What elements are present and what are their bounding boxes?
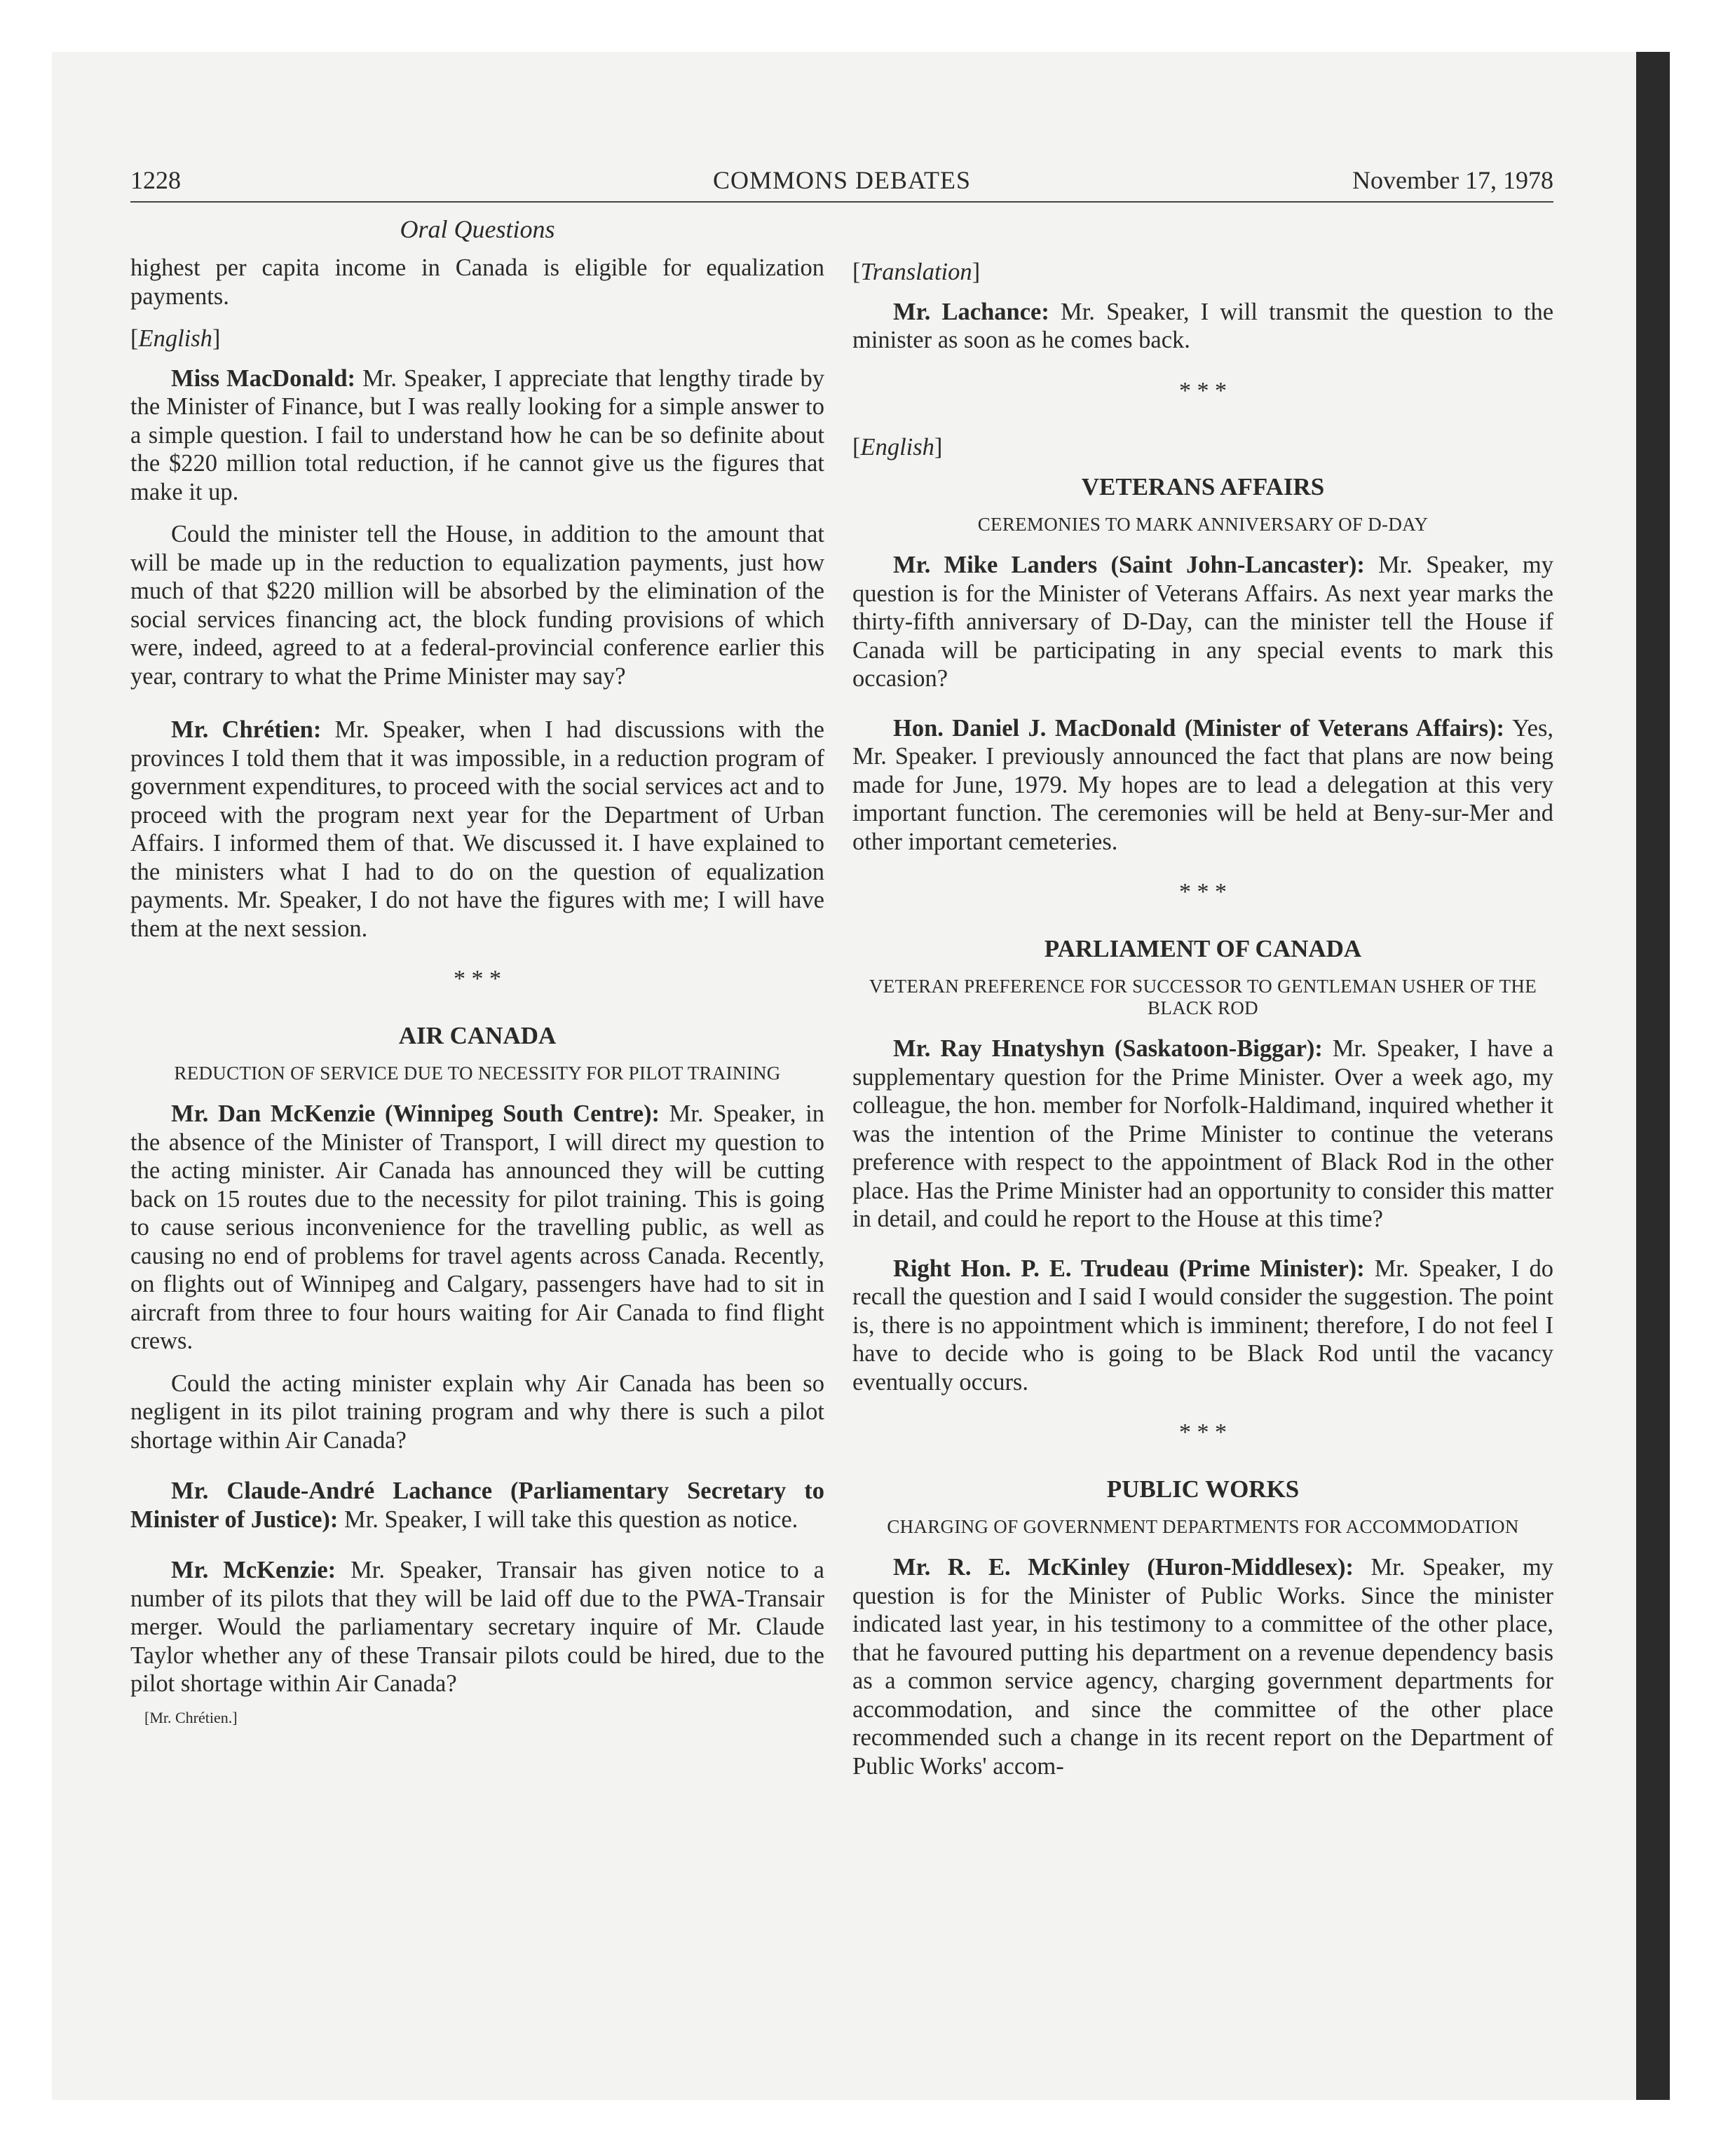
- header-rule: [130, 201, 1553, 203]
- section-heading: PARLIAMENT OF CANADA: [1044, 934, 1362, 962]
- paragraph: Mr. R. E. McKinley (Huron-Middlesex): Mr. Speaker, my question is for the Minister of Public Works. Since the minister indicated last year, in his testimony to a committee of the other place, that he favoured putting his department on a revenue dependency basis as a common service agency, charging government departments for accommodation, and since the committee of the other place recommended such a change in its recent report on the Department of Public Works' accom-: [852, 1554, 1553, 1780]
- paragraph: Mr. Claude-André Lachance (Parliamentary Secretary to Minister of Justice): Mr. Speaker, I will take this question as notice.: [130, 1478, 824, 1533]
- section-subheading: VETERAN PREFERENCE FOR SUCCESSOR TO GENTLEMAN USHER OF THE BLACK ROD: [869, 976, 1537, 1018]
- section-heading: VETERANS AFFAIRS: [1081, 472, 1325, 500]
- page-number: 1228: [130, 166, 181, 194]
- section-divider: * * *: [1179, 377, 1227, 404]
- paragraph: highest per capita income in Canada is eligible for equalization payments.: [130, 254, 824, 310]
- section-divider: * * *: [454, 966, 501, 992]
- speaker-name: Mr. Chrétien:: [171, 716, 322, 743]
- section-divider: * * *: [1179, 879, 1227, 905]
- speaker-name: Mr. Claude-André Lachance (Parliamentary Secretary to Minister of Justice):: [130, 1478, 824, 1533]
- paragraph: Hon. Daniel J. MacDonald (Minister of Veterans Affairs): Yes, Mr. Speaker. I previously announced the fact that plans are now being made for June, 1979. My hopes are to lead a delegation at this very important function. The ceremonies will be held at Beny-sur-Mer and other important cemeteries.: [852, 714, 1553, 855]
- section-label: Oral Questions: [400, 215, 555, 243]
- paragraph: Could the minister tell the House, in addition to the amount that will be made up in the reduction to equalization payments, just how much of that $220 million will be absorbed by the elimination of the social services financing act, the block funding provisions of which were, indeed, agreed to at a federal-provincial conference earlier this year, contrary to what the Prime Minister may say?: [130, 521, 824, 690]
- speaker-name: Mr. McKenzie:: [171, 1557, 336, 1583]
- speaker-name: Mr. Ray Hnatyshyn (Saskatoon-Biggar):: [893, 1035, 1323, 1062]
- speaker-name: Mr. Dan McKenzie (Winnipeg South Centre):: [171, 1100, 660, 1127]
- section-subheading: CHARGING OF GOVERNMENT DEPARTMENTS FOR ACCOMMODATION: [887, 1516, 1519, 1537]
- section-subheading: CEREMONIES TO MARK ANNIVERSARY OF D-DAY: [977, 514, 1429, 535]
- speaker-name: Mr. Lachance:: [893, 298, 1049, 325]
- speaker-name: Hon. Daniel J. MacDonald (Minister of Veterans Affairs):: [893, 714, 1505, 742]
- paragraph: Right Hon. P. E. Trudeau (Prime Minister): Mr. Speaker, I do recall the question and I said I would consider the suggestion. The point is, there is no appointment which is imminent; therefore, I do not feel I have to decide who is going to be Black Rod until the vacancy eventually occurs.: [852, 1255, 1554, 1396]
- paragraph: Mr. Mike Landers (Saint John-Lancaster): Mr. Speaker, my question is for the Minister of Veterans Affairs. As next year marks the thirty-fifth anniversary of D-Day, can the minister tell the House if Canada will be participating in any special events to mark this occasion?: [852, 552, 1553, 692]
- paragraph: Mr. McKenzie: Mr. Speaker, Transair has given notice to a number of its pilots that they will be laid off due to the PWA-Transair merger. Would the parliamentary secretary inquire of Mr. Claude Taylor whether any of these Transair pilots could be hired, due to the pilot shortage within Air Canada?: [130, 1557, 824, 1697]
- paragraph: Mr. Dan McKenzie (Winnipeg South Centre): Mr. Speaker, in the absence of the Minister of Transport, I will direct my question to the acting minister. Air Canada has announced they will be cutting back on 15 routes due to the necessity for pilot training. This is going to cause serious inconvenience for the travelling public, as well as causing no end of problems for travel agents across Canada. Recently, on flights out of Winnipeg and Calgary, passengers have had to sit in aircraft from three to four hours waiting for Air Canada to find flight crews.: [130, 1100, 824, 1354]
- speaker-name: Right Hon. P. E. Trudeau (Prime Minister):: [893, 1255, 1365, 1282]
- running-head: [130, 165, 1553, 203]
- paragraph: Could the acting minister explain why Air Canada has been so negligent in its pilot training program and why there is such a pilot shortage within Air Canada?: [130, 1370, 824, 1454]
- paragraph: Miss MacDonald: Mr. Speaker, I appreciate that lengthy tirade by the Minister of Finance, but I was really looking for a simple answer to a simple question. I fail to understand how he can be so definite about the $220 million total reduction, if he cannot give us the figures that make it up.: [130, 364, 824, 505]
- speaker-name: Miss MacDonald:: [171, 364, 356, 392]
- page-date: November 17, 1978: [1352, 166, 1553, 194]
- section-divider: * * *: [1179, 1419, 1227, 1445]
- paragraph: Mr. Lachance: Mr. Speaker, I will transmit the question to the minister as soon as he comes back.: [852, 298, 1554, 353]
- publication-title: COMMONS DEBATES: [712, 166, 972, 194]
- section-subheading: REDUCTION OF SERVICE DUE TO NECESSITY FOR PILOT TRAINING: [174, 1063, 781, 1084]
- footnote: [Mr. Chrétien.]: [144, 1708, 238, 1726]
- right-column: [852, 254, 1553, 1794]
- paragraph: Mr. Chrétien: Mr. Speaker, when I had discussions with the provinces I told them that it was impossible, in a reduction program of government expenditures, to proceed with the social services act and to proceed with the program next year for the Department of Urban Affairs. I informed them of that. We discussed it. I have explained to the ministers what I had to do on the question of equalization payments. Mr. Speaker, I do not have the figures with me; I will have them at the next session.: [130, 716, 824, 942]
- language-note: [English]: [130, 325, 221, 352]
- section-heading: PUBLIC WORKS: [1106, 1475, 1300, 1503]
- section-heading: AIR CANADA: [398, 1021, 557, 1049]
- language-note: [Translation]: [852, 259, 981, 285]
- language-note: [English]: [852, 434, 943, 460]
- left-column: [130, 254, 824, 1732]
- scan-edge-bar: [1636, 52, 1670, 2100]
- speaker-name: Mr. Mike Landers (Saint John-Lancaster):: [893, 552, 1365, 578]
- speaker-name: Mr. R. E. McKinley (Huron-Middlesex):: [893, 1554, 1354, 1581]
- paragraph: Mr. Ray Hnatyshyn (Saskatoon-Biggar): Mr. Speaker, I have a supplementary question for the Prime Minister. Over a week ago, my colleague, the hon. member for Norfolk-Haldimand, inquired whether it was the intention of the Prime Minister to continue the veterans preference with respect to the appointment of Black Rod in the other place. Has the Prime Minister had an opportunity to consider this matter in detail, and could he report to the House at this time?: [852, 1035, 1553, 1232]
